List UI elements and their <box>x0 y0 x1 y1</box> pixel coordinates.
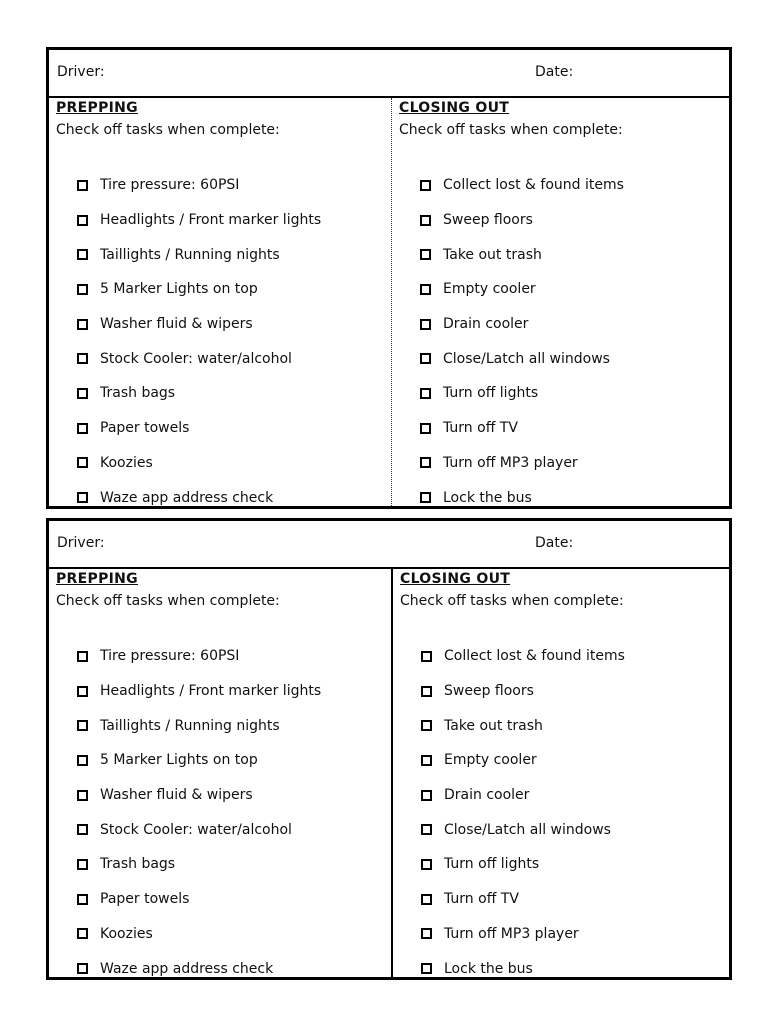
task-item <box>420 237 624 272</box>
task-item <box>421 778 625 813</box>
task-label: Headlights / Front marker lights <box>100 212 322 229</box>
task-label: Stock Cooler: water/alcohol <box>100 350 292 367</box>
checkbox[interactable] <box>421 790 432 801</box>
checkbox[interactable] <box>77 928 88 939</box>
task-label: Sweep floors <box>443 212 533 229</box>
checkbox[interactable] <box>77 824 88 835</box>
task-label: Close/Latch all windows <box>443 350 610 367</box>
task-label: Waze app address check <box>100 960 274 977</box>
checkbox[interactable] <box>420 353 431 364</box>
checkbox[interactable] <box>77 353 88 364</box>
task-label: Sweep floors <box>444 683 534 700</box>
task-label: 5 Marker Lights on top <box>100 752 258 769</box>
task-item <box>77 812 321 847</box>
checkbox[interactable] <box>77 963 88 974</box>
checkbox[interactable] <box>421 651 432 662</box>
checkbox[interactable] <box>420 180 431 191</box>
task-item <box>77 917 321 952</box>
task-item <box>77 307 321 342</box>
task-item <box>420 411 624 446</box>
checkbox[interactable] <box>77 755 88 766</box>
task-label: Drain cooler <box>444 787 530 804</box>
task-item <box>420 168 624 203</box>
task-label: 5 Marker Lights on top <box>100 281 258 298</box>
task-item <box>420 480 624 515</box>
task-item <box>77 203 321 238</box>
checkbox[interactable] <box>420 492 431 503</box>
task-item <box>77 446 321 481</box>
checkbox[interactable] <box>77 180 88 191</box>
checkbox[interactable] <box>420 423 431 434</box>
checkbox[interactable] <box>420 249 431 260</box>
checkbox[interactable] <box>421 686 432 697</box>
checkbox[interactable] <box>421 963 432 974</box>
checkbox[interactable] <box>421 928 432 939</box>
driver-label: Driver: <box>57 64 105 80</box>
checklist-card <box>46 518 732 980</box>
checkbox[interactable] <box>420 215 431 226</box>
task-label: Turn off MP3 player <box>443 454 578 471</box>
checkbox[interactable] <box>421 894 432 905</box>
task-label: Washer fluid & wipers <box>100 787 253 804</box>
task-label: Turn off TV <box>443 420 518 437</box>
task-item <box>77 674 321 709</box>
prepping-task-list <box>77 639 321 986</box>
prepping-section <box>49 98 389 506</box>
closing-title: CLOSING OUT <box>400 571 511 587</box>
task-label: Turn off TV <box>444 891 519 908</box>
task-item <box>421 847 625 882</box>
task-item <box>421 882 625 917</box>
task-item <box>77 376 321 411</box>
checkbox[interactable] <box>420 284 431 295</box>
task-label: Empty cooler <box>444 752 537 769</box>
closing-section <box>391 98 729 506</box>
checkbox[interactable] <box>77 686 88 697</box>
task-label: Turn off lights <box>444 856 540 873</box>
closing-title: CLOSING OUT <box>399 100 510 116</box>
task-item <box>77 237 321 272</box>
task-item <box>420 272 624 307</box>
checkbox[interactable] <box>77 249 88 260</box>
task-item <box>421 917 625 952</box>
task-item <box>77 882 321 917</box>
task-item <box>77 639 321 674</box>
closing-task-list <box>420 168 624 515</box>
task-label: Trash bags <box>100 385 176 402</box>
task-item <box>421 639 625 674</box>
prepping-instructions: Check off tasks when complete: <box>56 593 280 609</box>
task-label: Koozies <box>100 454 153 471</box>
task-label: Close/Latch all windows <box>444 821 611 838</box>
checkbox[interactable] <box>77 492 88 503</box>
task-item <box>77 480 321 515</box>
task-item <box>420 446 624 481</box>
task-label: Tire pressure: 60PSI <box>100 177 240 194</box>
task-label: Turn off lights <box>443 385 539 402</box>
task-label: Turn off MP3 player <box>444 925 579 942</box>
task-label: Paper towels <box>100 420 190 437</box>
task-item <box>421 708 625 743</box>
checkbox[interactable] <box>421 755 432 766</box>
prepping-title: PREPPING <box>56 571 138 587</box>
checkbox[interactable] <box>420 388 431 399</box>
card-header <box>49 50 729 98</box>
task-label: Empty cooler <box>443 281 536 298</box>
task-label: Headlights / Front marker lights <box>100 683 322 700</box>
task-item <box>77 778 321 813</box>
task-item <box>77 272 321 307</box>
task-label: Trash bags <box>100 856 176 873</box>
prepping-section <box>49 569 389 977</box>
checkbox[interactable] <box>420 319 431 330</box>
closing-instructions: Check off tasks when complete: <box>399 122 623 138</box>
task-label: Tire pressure: 60PSI <box>100 648 240 665</box>
task-item <box>77 168 321 203</box>
task-label: Washer fluid & wipers <box>100 316 253 333</box>
task-label: Lock the bus <box>444 960 533 977</box>
date-label: Date: <box>535 535 574 551</box>
closing-section <box>391 569 729 977</box>
task-item <box>420 341 624 376</box>
task-item <box>421 743 625 778</box>
task-item <box>77 341 321 376</box>
task-label: Drain cooler <box>443 316 529 333</box>
task-item <box>77 847 321 882</box>
task-label: Taillights / Running nights <box>100 246 280 263</box>
driver-label: Driver: <box>57 535 105 551</box>
prepping-title: PREPPING <box>56 100 138 116</box>
date-label: Date: <box>535 64 574 80</box>
checkbox[interactable] <box>420 457 431 468</box>
checkbox[interactable] <box>421 859 432 870</box>
task-label: Taillights / Running nights <box>100 717 280 734</box>
closing-task-list <box>421 639 625 986</box>
checkbox[interactable] <box>77 388 88 399</box>
prepping-instructions: Check off tasks when complete: <box>56 122 280 138</box>
checkbox[interactable] <box>77 319 88 330</box>
checkbox[interactable] <box>77 457 88 468</box>
checkbox[interactable] <box>77 215 88 226</box>
task-label: Koozies <box>100 925 153 942</box>
checkbox[interactable] <box>77 859 88 870</box>
checkbox[interactable] <box>421 720 432 731</box>
task-item <box>420 376 624 411</box>
task-label: Paper towels <box>100 891 190 908</box>
task-item <box>77 743 321 778</box>
task-label: Take out trash <box>444 717 543 734</box>
task-label: Stock Cooler: water/alcohol <box>100 821 292 838</box>
closing-instructions: Check off tasks when complete: <box>400 593 624 609</box>
task-item <box>77 951 321 986</box>
checkbox[interactable] <box>421 824 432 835</box>
card-header <box>49 521 729 569</box>
task-label: Collect lost & found items <box>443 177 624 194</box>
task-label: Take out trash <box>443 246 542 263</box>
checkbox[interactable] <box>77 284 88 295</box>
prepping-task-list <box>77 168 321 515</box>
task-item <box>421 674 625 709</box>
task-item <box>77 411 321 446</box>
checkbox[interactable] <box>77 894 88 905</box>
task-item <box>420 203 624 238</box>
task-item <box>421 951 625 986</box>
checkbox[interactable] <box>77 651 88 662</box>
checkbox[interactable] <box>77 790 88 801</box>
task-item <box>421 812 625 847</box>
checklist-card <box>46 47 732 509</box>
task-label: Collect lost & found items <box>444 648 625 665</box>
task-label: Waze app address check <box>100 489 274 506</box>
task-item <box>420 307 624 342</box>
checkbox[interactable] <box>77 720 88 731</box>
task-label: Lock the bus <box>443 489 532 506</box>
task-item <box>77 708 321 743</box>
checkbox[interactable] <box>77 423 88 434</box>
